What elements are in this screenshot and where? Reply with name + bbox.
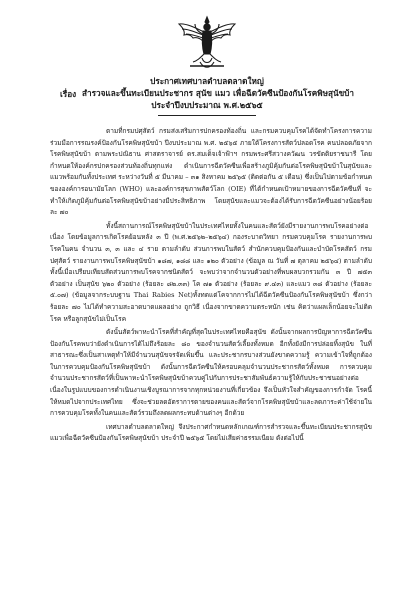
fiscal-year-line: ประจำปีงบประมาณ พ.ศ.๒๕๖๕: [151, 100, 263, 110]
paragraph-announcement: เทศบาลตำบลตลาดใหญ่ จึงประกาศกำหนดหลักเกณฑ์การสำรวจและขึ้นทะเบียนประชากรสุนัข แมวเพื่อฉีดวัคซีนป้องกันโรคพิษสุนัขบ้า ประจำปี ๒๕๖๕ โดยไม่เสียค่าธรรมเนียม ดังต่อไปนี้: [50, 422, 372, 443]
paragraph-situation: ทั้งนี้สถานการณ์โรคพิษสุนัขบ้าในประเทศไทยทั้งในคนและสัตว์ยังมีรายงานการพบโรคอย่างต่อเนื่อง โดยข้อมูลการเกิดโรคย้อนหลัง ๓ ปี (พ.ศ.๒๕๖๒–๒๕๖๔) กองระบาดวิทยา กรมควบคุมโรค รายงานการพบโรคในคน จำนวน ๓, ๓ และ ๔ ราย ตามลำดับ ส่วนการพบในสัตว์ สำนักควบคุมป้องกันและบำบัดโรคสัตว์ กรมปศุสัตว์ รายงานการพบโรคพิษสุนัขบ้า ๑๘๗, ๑๘๘ และ ๑๒๐ ตัวอย่าง (ข้อมูล ณ วันที่ ๗ ตุลาคม ๒๕๖๔) ตามลำดับ ทั้งนี้เมื่อเปรียบเทียบสัดส่วนการพบโรคจากชนิดสัตว์ จะพบว่าจากจำนวนตัวอย่างที่พบผลบวกรวมกัน ๓ ปี ๗๕๓ ตัวอย่าง เป็นสุนัข ๖๒๐ ตัวอย่าง (ร้อยละ ๘๒.๓๓) โค ๗๑ ตัวอย่าง (ร้อยละ ๙.๔๓) และแมว ๓๘ ตัวอย่าง (ร้อยละ ๕.๐๗) (ข้อมูลจากระบบฐาน Thai Rabies Net)ทั้งทดแต่โคจากการไม่ได้ฉีดวัคซีนป้องกันโรคพิษสุนัขบ้า ซึ่งกว่าร้อยละ ๗๐ ไม่ได้ทำความสะอาดบาดแผลอย่าง ถูกวิธี เนื่องจากขาดความตระหนัก เช่น คิดว่าแผลเล็กน้อยจะไม่ติดโรค หรือลูกสุนัขไม่เป็นโรค: [50, 221, 372, 323]
title-divider: [158, 115, 256, 116]
subject-label: เรื่อง: [60, 89, 77, 99]
garuda-emblem-icon: [176, 14, 238, 72]
org-title: ประกาศเทศบาลตำบลตลาดใหญ่: [150, 76, 264, 86]
document-body: [50, 126, 372, 445]
paragraph-vector-control: ดังนั้นสัตว์พาหะนำโรคที่สำคัญที่สุดในประเทศไทยคือสุนัข ดังนั้นจากผลการปัญหาการฉีดวัคซีนป้องกันโรคพบว่ายังดำเนินการได้ไม่ถึงร้อยละ ๘๐ ของจำนวนสัตว์เลี้ยงทั้งหมด อีกทั้งยังมีการปล่อยทิ้งสุนัข ในที่สาธารณะซึ่งเป็นสาเหตุทำให้มีจำนวนสุนัขจรจัดเพิ่มขึ้น และประชากรบางส่วนยังขาดความรู้ ความเข้าใจที่ถูกต้องในการควบคุมป้องกันโรคพิษสุนัขบ้า ดังนั้นการฉีดวัคซีนให้ครอบคลุมจำนวนประชากรสัตว์ทั้งหมด การควบคุมจำนวนประชากรสัตว์ที่เป็นพาหะนำโรคพิษสุนัขบ้าควบคู่ไปกับการประชาสัมพันธ์ความรู้ให้กับประชาชนอย่างต่อเนื่องในรูปแบบของการดำเนินงานเชิงบูรณาการจากทุกหน่วยงานที่เกี่ยวข้อง จึงเป็นหัวใจสำคัญของการกำจัด โรคนี้ให้หมดไปจากประเทศไทย ซึ่งจะช่วยลดอัตราการตายของคนและสัตว์จากโรคพิษสุนัขบ้าและลดภาระค่าใช้จ่ายในการควบคุมโรคทั้งในคนและสัตว์รวมถึงลดผลกระทบด้านต่างๆ อีกด้วย: [50, 328, 372, 418]
subject-title: สำรวจและขึ้นทะเบียนประชากร สุนัข แมว เพื่อฉีดวัคซีนป้องกันโรคพิษสุนัขบ้า: [82, 88, 354, 98]
paragraph-background: ตามที่กรมปศุสัตว์ กรมส่งเสริมการปกครองท้องถิ่น และกรมควบคุมโรคได้จัดทำโครงการความร่วมมือการรณรงค์ป้องกันโรคพิษสุนัขบ้า ปีงบประมาณ พ.ศ. ๒๕๖๕ ภายใต้โครงการสัตว์ปลอดโรค คนปลอดภัยจากโรคพิษสุนัขบ้า ตามพระปณิธาน ศาสตราจารย์ ดร.สมเด็จเจ้าฟ้าฯ กรมพระศรีสวางควัฒน วรขัตติยราชนารี โดยกำหนดให้องค์กรปกครองส่วนท้องถิ่นทุกแห่ง ดำเนินการฉีดวัคซีนเพื่อสร้างภูมิคุ้มกันต่อโรคพิษสุนัขบ้าในสุนัขและแมวพร้อมกันทั้งประเทศ ระหว่างวันที่ ๕ มีนาคม – ๓๑ สิงหาคม ๒๕๖๕ (ติดต่อกัน ๕ เดือน) ซึ่งเป็นไปตามข้อกำหนดขององค์การอนามัยโลก (WHO) และองค์การสุขภาพสัตว์โลก (OIE) ที่ได้กำหนดเป้าหมายของการฉีดวัคซีนที่ จะทำให้เกิดภูมิคุ้มกันต่อโรคพิษสุนัขบ้าอย่างมีประสิทธิภาพ โดยสุนัขและแมวจะต้องได้รับการฉีดวัคซีนอย่างน้อยร้อยละ ๗๐: [50, 127, 372, 217]
